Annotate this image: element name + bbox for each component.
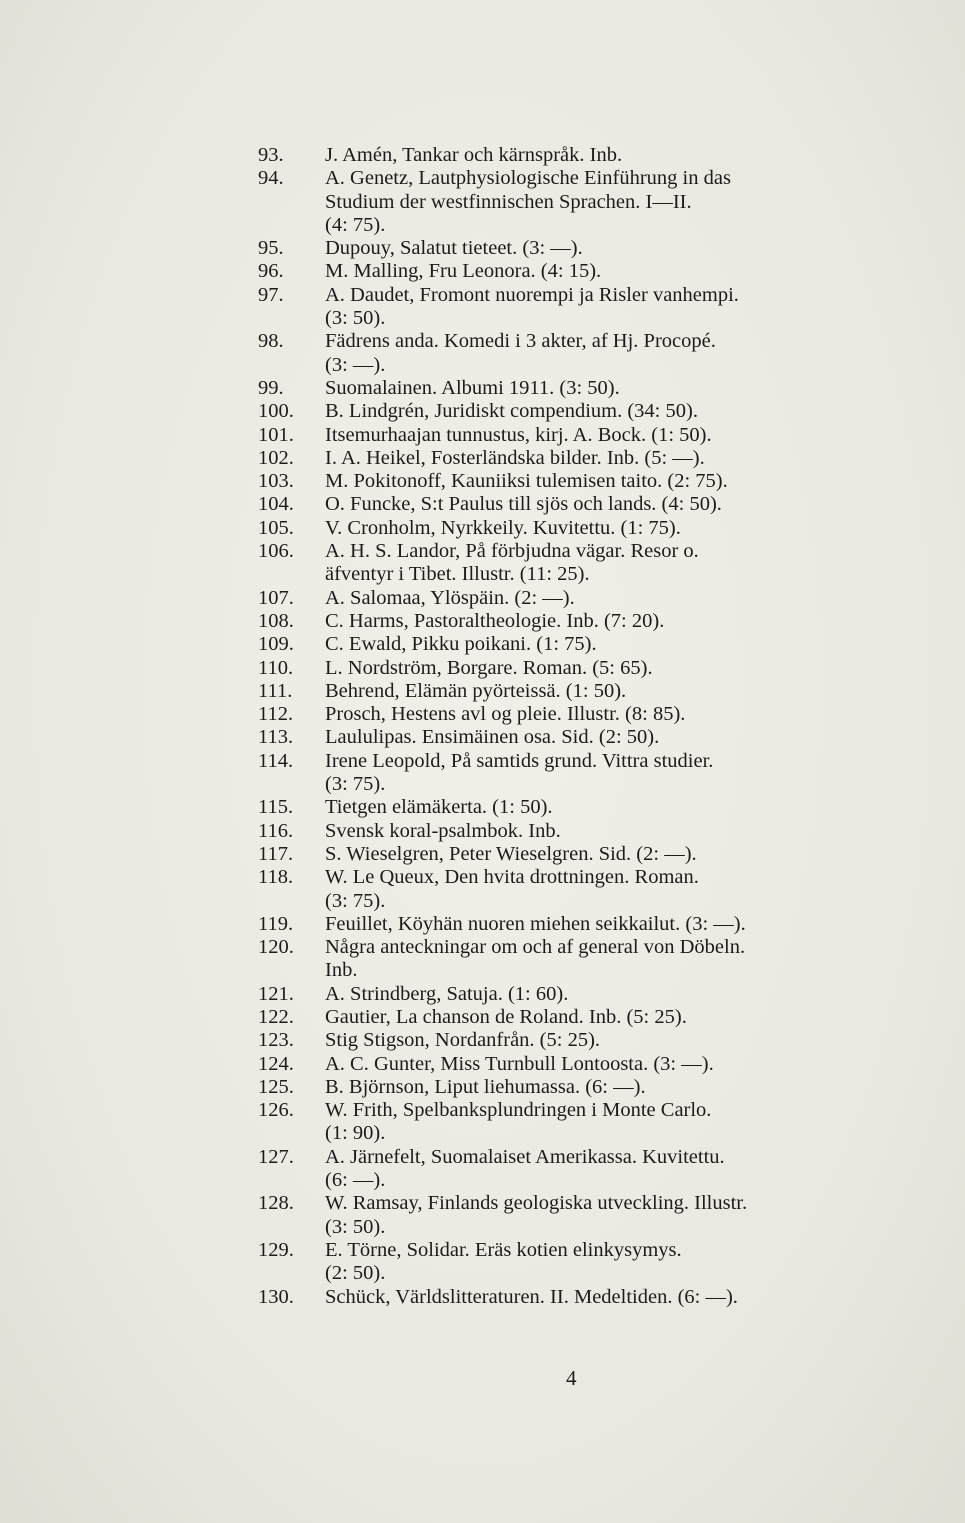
catalog-entry: [258, 983, 903, 1006]
entry-number: 100.: [258, 400, 294, 423]
catalog-entry: [258, 680, 903, 703]
entry-text: C. Ewald, Pikku poikani. (1: 75).: [325, 633, 597, 656]
catalog-entry: [258, 936, 903, 983]
entry-text: A. Genetz, Lautphysiologische Einführung in das Studium der westfinnischen Sprachen. I—II. (4: 75).: [325, 167, 731, 236]
entry-text: Tietgen elämäkerta. (1: 50).: [325, 796, 553, 819]
catalog-entry: [258, 424, 903, 447]
entry-number: 127.: [258, 1145, 294, 1168]
catalog-entry: [258, 1146, 903, 1193]
catalog-entry: [258, 750, 903, 797]
catalog-entry: [258, 1286, 903, 1309]
entry-text: V. Cronholm, Nyrkkeily. Kuvitettu. (1: 75).: [325, 516, 681, 539]
catalog-entry: [258, 843, 903, 866]
entry-text: J. Amén, Tankar och kärnspråk. Inb.: [325, 144, 623, 166]
catalog-entry: [258, 610, 903, 633]
entry-text: L. Nordström, Borgare. Roman. (5: 65).: [325, 656, 653, 679]
catalog-entry: [258, 703, 903, 726]
entry-text: Fädrens anda. Komedi i 3 akter, af Hj. Procopé. (3: —).: [325, 330, 716, 376]
catalog-entry: [258, 144, 903, 167]
entry-number: 99.: [258, 376, 284, 399]
entry-number: 97.: [258, 283, 284, 306]
catalog-entry: [258, 1076, 903, 1099]
entry-number: 108.: [258, 609, 294, 632]
catalog-entry: [258, 866, 903, 913]
entry-text: W. Frith, Spelbanksplundringen i Monte Carlo. (1: 90).: [325, 1099, 712, 1145]
entry-number: 118.: [258, 866, 294, 889]
entry-number: 104.: [258, 493, 294, 516]
entry-number: 115.: [258, 796, 294, 819]
catalog-entry: [258, 726, 903, 749]
entry-text: A. Strindberg, Satuja. (1: 60).: [325, 982, 569, 1005]
entry-text: Prosch, Hestens avl og pleie. Illustr. (8: 85).: [325, 703, 686, 726]
catalog-entry: [258, 796, 903, 819]
entry-text: S. Wieselgren, Peter Wieselgren. Sid. (2: —).: [325, 842, 697, 865]
entry-number: 114.: [258, 749, 294, 772]
entry-text: Stig Stigson, Nordanfrån. (5: 25).: [325, 1029, 601, 1052]
catalog-entry: [258, 820, 903, 843]
entry-number: 109.: [258, 633, 294, 656]
catalog-entry: [258, 1053, 903, 1076]
catalog-entry: [258, 1006, 903, 1029]
entry-number: 105.: [258, 516, 294, 539]
entry-text: B. Björnson, Liput liehumassa. (6: —).: [325, 1075, 646, 1098]
catalog-entry: [258, 633, 903, 656]
catalog-entry: [258, 587, 903, 610]
entry-number: 93.: [258, 144, 284, 166]
catalog-entry: [258, 913, 903, 936]
catalog-entry: [258, 400, 903, 423]
entry-number: 111.: [258, 679, 293, 702]
entry-number: 106.: [258, 540, 294, 563]
catalog-list: [258, 144, 903, 1309]
catalog-entry: [258, 1239, 903, 1286]
entry-number: 98.: [258, 330, 284, 353]
entry-text: Svensk koral-psalmbok. Inb.: [325, 819, 561, 842]
catalog-entry: [258, 1029, 903, 1052]
catalog-entry: [258, 1099, 903, 1146]
entry-number: 117.: [258, 842, 294, 865]
entry-number: 110.: [258, 656, 294, 679]
entry-text: Schück, Världslitteraturen. II. Medeltiden. (6: —).: [325, 1285, 738, 1308]
entry-text: Behrend, Elämän pyörteissä. (1: 50).: [325, 679, 627, 702]
entry-text: Feuillet, Köyhän nuoren miehen seikkailut. (3: —).: [325, 912, 746, 935]
catalog-entry: [258, 517, 903, 540]
entry-number: 120.: [258, 936, 294, 959]
entry-number: 125.: [258, 1075, 294, 1098]
entry-number: 107.: [258, 586, 294, 609]
entry-text: M. Malling, Fru Leonora. (4: 15).: [325, 260, 602, 283]
entry-text: A. H. S. Landor, På förbjudna vägar. Resor o. äfventyr i Tibet. Illustr. (11: 25).: [325, 540, 699, 586]
entry-number: 113.: [258, 726, 294, 749]
entry-text: A. C. Gunter, Miss Turnbull Lontoosta. (3: —).: [325, 1052, 714, 1075]
catalog-entry: [258, 237, 903, 260]
entry-text: M. Pokitonoff, Kauniiksi tulemisen taito. (2: 75).: [325, 470, 728, 493]
catalog-entry: [258, 470, 903, 493]
entry-number: 123.: [258, 1029, 294, 1052]
catalog-entry: [258, 330, 903, 377]
entry-number: 126.: [258, 1099, 294, 1122]
entry-number: 130.: [258, 1285, 294, 1308]
entry-text: E. Törne, Solidar. Eräs kotien elinkysymys. (2: 50).: [325, 1238, 682, 1285]
entry-number: 121.: [258, 982, 294, 1005]
catalog-entry: [258, 540, 903, 587]
entry-text: A. Daudet, Fromont nuorempi ja Risler vanhempi. (3: 50).: [325, 283, 739, 330]
entry-text: Gautier, La chanson de Roland. Inb. (5: 25).: [325, 1005, 687, 1028]
entry-text: Itsemurhaajan tunnustus, kirj. A. Bock. (1: 50).: [325, 423, 712, 446]
catalog-entry: [258, 167, 903, 237]
catalog-entry: [258, 284, 903, 331]
entry-text: Laululipas. Ensimäinen osa. Sid. (2: 50).: [325, 726, 660, 749]
entry-number: 128.: [258, 1192, 294, 1215]
entry-number: 116.: [258, 819, 294, 842]
entry-text: Suomalainen. Albumi 1911. (3: 50).: [325, 376, 620, 399]
entry-number: 129.: [258, 1238, 294, 1261]
entry-text: W. Le Queux, Den hvita drottningen. Roman. (3: 75).: [325, 866, 699, 912]
entry-text: A. Järnefelt, Suomalaiset Amerikassa. Kuvitettu. (6: —).: [325, 1145, 725, 1192]
entry-number: 101.: [258, 423, 294, 446]
catalog-entry: [258, 260, 903, 283]
entry-number: 94.: [258, 167, 284, 190]
catalog-entry: [258, 1192, 903, 1239]
entry-number: 103.: [258, 470, 294, 493]
catalog-entry: [258, 493, 903, 516]
entry-number: 96.: [258, 260, 284, 283]
entry-number: 95.: [258, 237, 284, 260]
catalog-entry: [258, 447, 903, 470]
entry-text: I. A. Heikel, Fosterländska bilder. Inb. (5: —).: [325, 446, 705, 469]
page-number: 4: [566, 1366, 577, 1390]
entry-number: 124.: [258, 1052, 294, 1075]
entry-text: W. Ramsay, Finlands geologiska utveckling. Illustr. (3: 50).: [325, 1192, 748, 1238]
entry-text: A. Salomaa, Ylöspäin. (2: —).: [325, 586, 575, 609]
entry-text: B. Lindgrén, Juridiskt compendium. (34: 50).: [325, 400, 698, 423]
entry-number: 119.: [258, 912, 294, 935]
entry-text: C. Harms, Pastoraltheologie. Inb. (7: 20).: [325, 609, 665, 632]
entry-text: Irene Leopold, På samtids grund. Vittra studier. (3: 75).: [325, 749, 714, 796]
entry-text: Dupouy, Salatut tieteet. (3: —).: [325, 237, 583, 260]
catalog-entry: [258, 657, 903, 680]
entry-number: 112.: [258, 703, 294, 726]
entry-number: 122.: [258, 1005, 294, 1028]
entry-text: Några anteckningar om och af general von Döbeln. Inb.: [325, 936, 746, 982]
catalog-entry: [258, 377, 903, 400]
entry-text: O. Funcke, S:t Paulus till sjös och lands. (4: 50).: [325, 493, 722, 516]
entry-number: 102.: [258, 446, 294, 469]
